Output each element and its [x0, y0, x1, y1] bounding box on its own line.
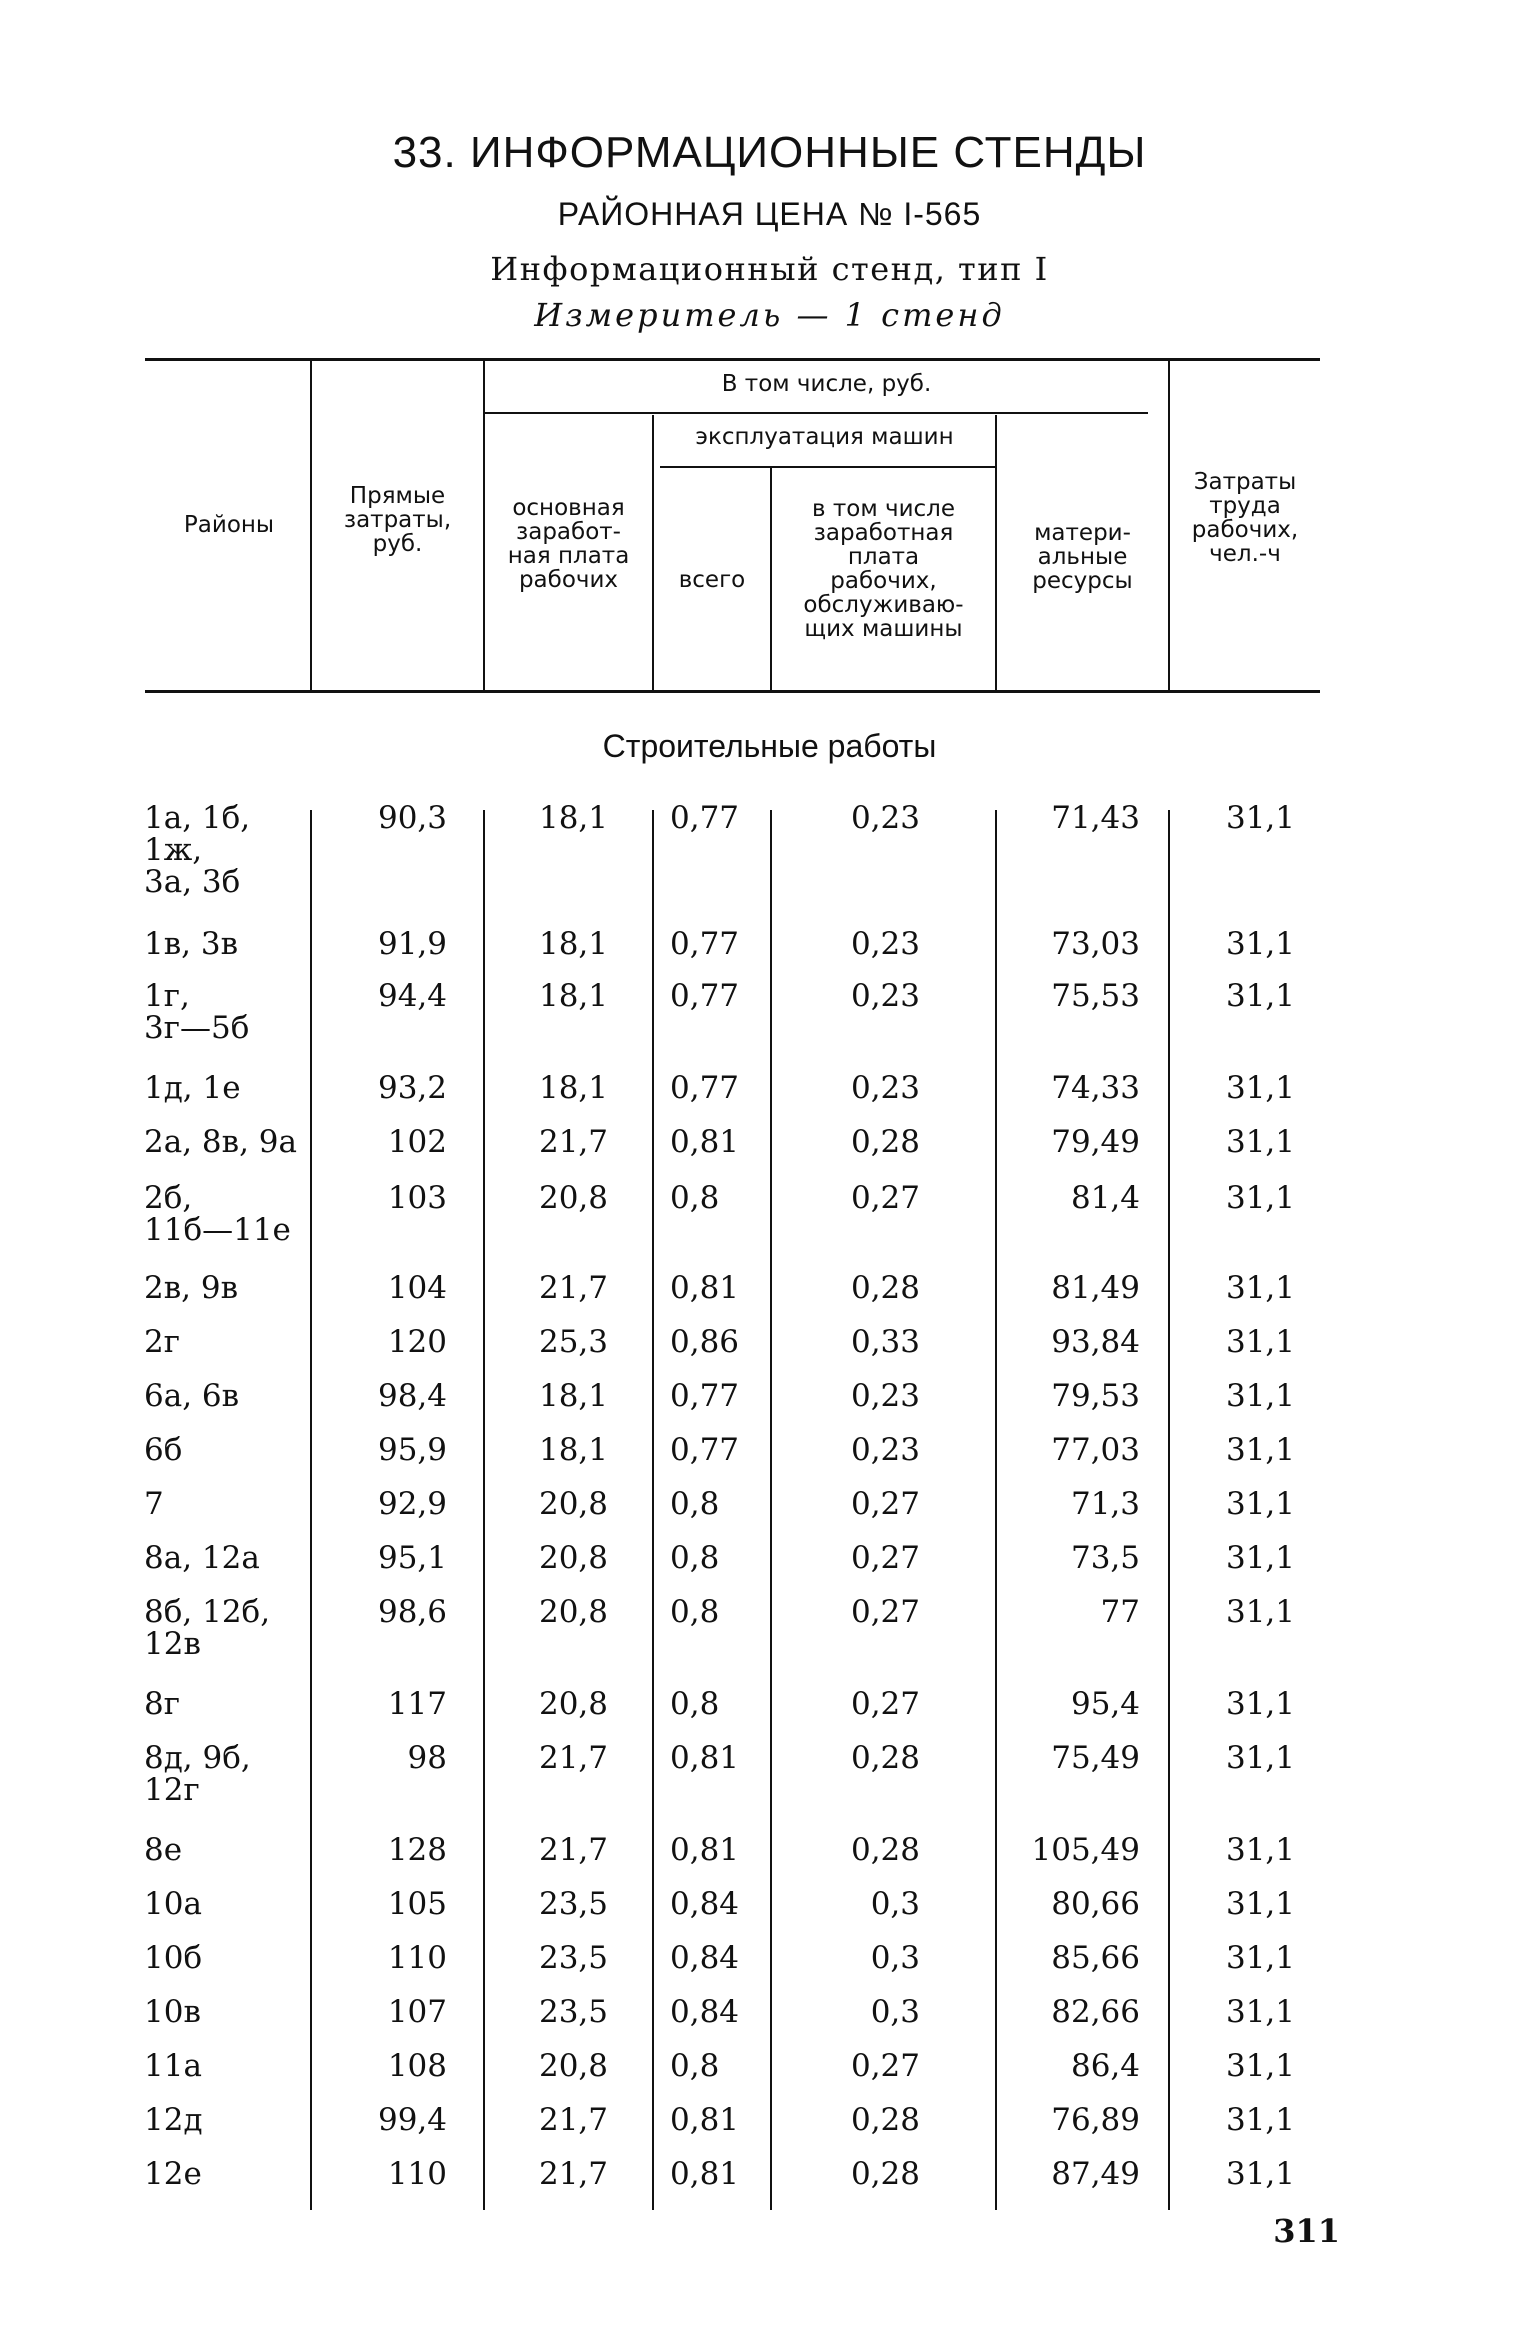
cell-materials: 71,43 — [1051, 800, 1140, 836]
cell-direct-costs: 104 — [387, 1270, 447, 1306]
cell-region: 8д, 9б, 12г — [144, 1740, 251, 1808]
cell-labor: 31,1 — [1225, 1070, 1295, 1106]
cell-region: 11а — [144, 2048, 202, 2084]
cell-machine-wages: 0,28 — [850, 1832, 920, 1868]
cell-machine-wages: 0,27 — [850, 1594, 920, 1630]
cell-wages: 21,7 — [538, 2156, 608, 2192]
cell-machine-total: 0,84 — [670, 1886, 740, 1922]
cell-region: 8а, 12а — [144, 1540, 260, 1576]
cell-wages: 20,8 — [538, 2048, 608, 2084]
cell-materials: 87,49 — [1051, 2156, 1140, 2192]
cell-wages: 23,5 — [538, 1940, 608, 1976]
cell-region: 1а, 1б, 1ж, 3а, 3б — [144, 800, 251, 900]
cell-materials: 79,49 — [1051, 1124, 1140, 1160]
body-divider — [995, 810, 997, 2210]
cell-machine-total: 0,8 — [670, 1540, 720, 1576]
cell-direct-costs: 98 — [407, 1740, 447, 1776]
cell-machine-total: 0,81 — [670, 2156, 740, 2192]
cell-wages: 21,7 — [538, 1270, 608, 1306]
cell-labor: 31,1 — [1225, 1886, 1295, 1922]
cell-wages: 20,8 — [538, 1686, 608, 1722]
cell-materials: 73,5 — [1070, 1540, 1140, 1576]
cell-machine-total: 0,8 — [670, 2048, 720, 2084]
cell-labor: 31,1 — [1225, 1740, 1295, 1776]
cell-labor: 31,1 — [1225, 1594, 1295, 1630]
cell-wages: 18,1 — [538, 1070, 608, 1106]
cell-region: 2а, 8в, 9а — [144, 1124, 298, 1160]
cell-materials: 80,66 — [1051, 1886, 1140, 1922]
cell-labor: 31,1 — [1225, 800, 1295, 836]
unit-title: Измеритель — 1 стенд — [534, 296, 1005, 334]
cell-region: 12д — [144, 2102, 203, 2138]
cell-region: 2в, 9в — [144, 1270, 239, 1306]
cell-region: 10а — [144, 1886, 202, 1922]
cell-direct-costs: 98,6 — [377, 1594, 447, 1630]
cell-wages: 25,3 — [538, 1324, 608, 1360]
cell-direct-costs: 93,2 — [377, 1070, 447, 1106]
cell-direct-costs: 117 — [387, 1686, 447, 1722]
cell-wages: 18,1 — [538, 926, 608, 962]
body-divider — [770, 810, 772, 2210]
cell-direct-costs: 90,3 — [377, 800, 447, 836]
header-labor: Затраты труда рабочих, чел.-ч — [1191, 469, 1299, 567]
cell-labor: 31,1 — [1225, 1324, 1295, 1360]
item-title: Информационный стенд, тип I — [490, 250, 1049, 288]
cell-labor: 31,1 — [1225, 1832, 1295, 1868]
cell-machine-total: 0,77 — [670, 800, 740, 836]
cell-machine-total: 0,81 — [670, 1124, 740, 1160]
cell-region: 1д, 1е — [144, 1070, 241, 1106]
cell-labor: 31,1 — [1225, 1432, 1295, 1468]
cell-machine-wages: 0,23 — [850, 800, 920, 836]
cell-materials: 85,66 — [1051, 1940, 1140, 1976]
cell-labor: 31,1 — [1225, 978, 1295, 1014]
cell-labor: 31,1 — [1225, 2102, 1295, 2138]
cell-materials: 74,33 — [1051, 1070, 1140, 1106]
cell-direct-costs: 94,4 — [377, 978, 447, 1014]
cell-region: 6б — [144, 1432, 183, 1468]
cell-wages: 18,1 — [538, 1378, 608, 1414]
cell-wages: 18,1 — [538, 978, 608, 1014]
cell-machine-total: 0,77 — [670, 1432, 740, 1468]
cell-machine-wages: 0,28 — [850, 2156, 920, 2192]
cell-materials: 71,3 — [1070, 1486, 1140, 1522]
cell-direct-costs: 128 — [387, 1832, 447, 1868]
cell-machine-wages: 0,27 — [850, 1180, 920, 1216]
cell-region: 2г — [144, 1324, 180, 1360]
price-title: РАЙОННАЯ ЦЕНА № I-565 — [557, 196, 982, 232]
cell-materials: 86,4 — [1070, 2048, 1140, 2084]
cell-labor: 31,1 — [1225, 1940, 1295, 1976]
cell-machine-total: 0,8 — [670, 1594, 720, 1630]
header-bottom-rule — [145, 690, 1320, 693]
cell-machine-wages: 0,28 — [850, 2102, 920, 2138]
cell-machine-wages: 0,33 — [850, 1324, 920, 1360]
cell-machine-total: 0,81 — [670, 1832, 740, 1868]
cell-direct-costs: 108 — [387, 2048, 447, 2084]
header-direct-costs: Прямые затраты, руб. — [343, 483, 452, 557]
table-top-rule — [145, 358, 1320, 361]
cell-region: 1г, 3г—5б — [144, 978, 250, 1046]
cell-materials: 95,4 — [1070, 1686, 1140, 1722]
cell-wages: 20,8 — [538, 1486, 608, 1522]
cell-labor: 31,1 — [1225, 1994, 1295, 2030]
cell-wages: 23,5 — [538, 1994, 608, 2030]
cell-machine-wages: 0,23 — [850, 978, 920, 1014]
page-number: 311 — [1273, 2212, 1340, 2250]
cell-direct-costs: 120 — [387, 1324, 447, 1360]
cell-wages: 23,5 — [538, 1886, 608, 1922]
cell-direct-costs: 105 — [387, 1886, 447, 1922]
cell-machine-total: 0,81 — [670, 1740, 740, 1776]
cell-wages: 21,7 — [538, 1740, 608, 1776]
cell-machine-total: 0,81 — [670, 1270, 740, 1306]
cell-materials: 73,03 — [1051, 926, 1140, 962]
cell-machine-total: 0,77 — [670, 1378, 740, 1414]
cell-machine-total: 0,77 — [670, 978, 740, 1014]
cell-labor: 31,1 — [1225, 2048, 1295, 2084]
cell-materials: 81,49 — [1051, 1270, 1140, 1306]
cell-materials: 93,84 — [1051, 1324, 1140, 1360]
cell-direct-costs: 102 — [387, 1124, 447, 1160]
cell-direct-costs: 107 — [387, 1994, 447, 2030]
cell-machine-wages: 0,3 — [870, 1940, 920, 1976]
including-rule — [483, 412, 1148, 414]
body-divider — [483, 810, 485, 2210]
cell-machine-wages: 0,23 — [850, 926, 920, 962]
cell-region: 7 — [144, 1486, 164, 1522]
cell-materials: 75,53 — [1051, 978, 1140, 1014]
cell-labor: 31,1 — [1225, 1124, 1295, 1160]
cell-wages: 20,8 — [538, 1594, 608, 1630]
cell-machine-wages: 0,27 — [850, 2048, 920, 2084]
header-machine-wages: в том числе заработная плата рабочих, обслуживаю- щих машины — [803, 496, 964, 642]
cell-machine-total: 0,77 — [670, 1070, 740, 1106]
cell-labor: 31,1 — [1225, 1378, 1295, 1414]
header-machine-total: всего — [678, 567, 746, 593]
cell-machine-total: 0,84 — [670, 1940, 740, 1976]
cell-labor: 31,1 — [1225, 1686, 1295, 1722]
cell-machine-wages: 0,27 — [850, 1486, 920, 1522]
body-divider — [1168, 810, 1170, 2210]
cell-labor: 31,1 — [1225, 1270, 1295, 1306]
cell-wages: 21,7 — [538, 2102, 608, 2138]
cell-machine-total: 0,86 — [670, 1324, 740, 1360]
cell-labor: 31,1 — [1225, 1180, 1295, 1216]
machine-rule — [660, 466, 995, 468]
cell-machine-wages: 0,27 — [850, 1540, 920, 1576]
cell-wages: 21,7 — [538, 1124, 608, 1160]
cell-machine-wages: 0,3 — [870, 1994, 920, 2030]
cell-materials: 76,89 — [1051, 2102, 1140, 2138]
header-divider — [652, 415, 654, 690]
cell-direct-costs: 99,4 — [377, 2102, 447, 2138]
cell-machine-total: 0,84 — [670, 1994, 740, 2030]
cell-materials: 81,4 — [1070, 1180, 1140, 1216]
section-title: 33. ИНФОРМАЦИОННЫЕ СТЕНДЫ — [392, 128, 1147, 177]
cell-materials: 105,49 — [1031, 1832, 1140, 1868]
cell-region: 10в — [144, 1994, 201, 2030]
cell-region: 6а, 6в — [144, 1378, 240, 1414]
header-machine-operation: эксплуатация машин — [695, 424, 954, 450]
cell-machine-total: 0,8 — [670, 1686, 720, 1722]
cell-direct-costs: 95,9 — [377, 1432, 447, 1468]
cell-labor: 31,1 — [1225, 1540, 1295, 1576]
cell-wages: 18,1 — [538, 1432, 608, 1468]
cell-machine-total: 0,8 — [670, 1486, 720, 1522]
cell-region: 8г — [144, 1686, 180, 1722]
cell-machine-wages: 0,28 — [850, 1270, 920, 1306]
cell-direct-costs: 103 — [387, 1180, 447, 1216]
body-divider — [652, 810, 654, 2210]
cell-machine-total: 0,81 — [670, 2102, 740, 2138]
cell-machine-wages: 0,28 — [850, 1740, 920, 1776]
cell-materials: 77,03 — [1051, 1432, 1140, 1468]
cell-region: 10б — [144, 1940, 203, 1976]
cell-materials: 75,49 — [1051, 1740, 1140, 1776]
cell-machine-total: 0,77 — [670, 926, 740, 962]
cell-direct-costs: 92,9 — [377, 1486, 447, 1522]
cell-region: 8е — [144, 1832, 183, 1868]
cell-direct-costs: 110 — [387, 1940, 447, 1976]
cell-region: 2б, 11б—11е — [144, 1180, 291, 1248]
cell-region: 12е — [144, 2156, 202, 2192]
cell-materials: 77 — [1100, 1594, 1140, 1630]
cell-direct-costs: 91,9 — [377, 926, 447, 962]
header-materials: матери- альные ресурсы — [1032, 520, 1133, 594]
cell-wages: 20,8 — [538, 1180, 608, 1216]
cell-materials: 79,53 — [1051, 1378, 1140, 1414]
cell-materials: 82,66 — [1051, 1994, 1140, 2030]
cell-region: 1в, 3в — [144, 926, 239, 962]
cell-machine-wages: 0,3 — [870, 1886, 920, 1922]
cell-wages: 21,7 — [538, 1832, 608, 1868]
cell-wages: 20,8 — [538, 1540, 608, 1576]
cell-direct-costs: 110 — [387, 2156, 447, 2192]
section-construction-works: Строительные работы — [602, 728, 937, 764]
cell-labor: 31,1 — [1225, 2156, 1295, 2192]
cell-machine-wages: 0,28 — [850, 1124, 920, 1160]
cell-labor: 31,1 — [1225, 1486, 1295, 1522]
header-wages: основная заработ- ная плата рабочих — [507, 495, 630, 593]
cell-wages: 18,1 — [538, 800, 608, 836]
cell-machine-wages: 0,23 — [850, 1432, 920, 1468]
cell-direct-costs: 95,1 — [377, 1540, 447, 1576]
cell-machine-total: 0,8 — [670, 1180, 720, 1216]
cell-direct-costs: 98,4 — [377, 1378, 447, 1414]
cell-machine-wages: 0,23 — [850, 1378, 920, 1414]
header-regions: Районы — [183, 512, 275, 538]
cell-machine-wages: 0,27 — [850, 1686, 920, 1722]
cell-labor: 31,1 — [1225, 926, 1295, 962]
cell-machine-wages: 0,23 — [850, 1070, 920, 1106]
header-including: В том числе, руб. — [721, 371, 932, 397]
cell-region: 8б, 12б, 12в — [144, 1594, 271, 1662]
